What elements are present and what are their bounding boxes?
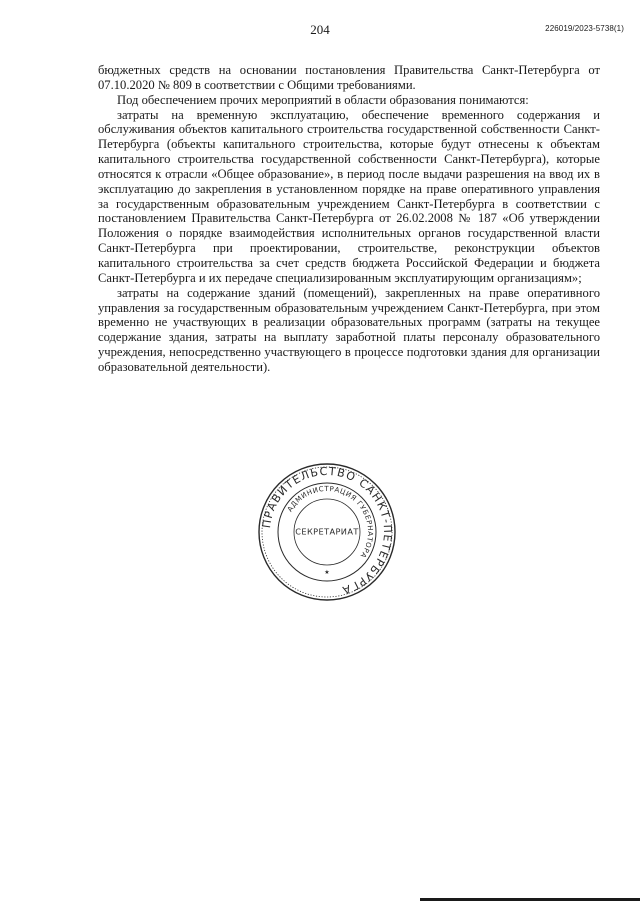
document-body — [98, 63, 600, 375]
seal-inner-text: АДМИНИСТРАЦИЯ ГУБЕРНАТОРА — [285, 484, 375, 560]
paragraph-temporary-operation-costs: затраты на временную эксплуатацию, обеспечение временного содержания и обслуживания объектов капитального строительства государственной собственности Санкт-Петербурга (объекты капитального строительства, которые будут отнесены к объектам капитального строительства государственной собственности Санкт-Петербурга), которые относятся к отрасли «Общее образование», в период после выдачи разрешения на ввод их в эксплуатацию до закрепления в установленном порядке на праве оперативного управления за государственным образовательным учреждением Санкт-Петербурга в соответствии с постановлением Правительства Санкт-Петербурга от 26.02.2008 № 187 «Об утверждении Положения о порядке взаимодействия исполнительных органов государственной власти Санкт-Петербурга при проектировании, строительстве, реконструкции объектов капитального строительства за счет средств бюджета Российской Федерации и бюджета Санкт-Петербурга и их передаче специализированным эксплуатирующим организациям»; — [98, 107, 600, 285]
bottom-rule — [420, 898, 640, 901]
paragraph-continuation: бюджетных средств на основании постановления Правительства Санкт-Петербурга от 07.10.2020 № 809 в соответствии с Общими требованиями. — [98, 63, 600, 92]
seal-outer-text: ПРАВИТЕЛЬСТВО САНКТ-ПЕТЕРБУРГА — [260, 464, 395, 597]
document-code: 226019/2023-5738(1) — [545, 24, 624, 33]
page-number: 204 — [310, 22, 330, 37]
paragraph-building-maintenance-costs: затраты на содержание зданий (помещений), закрепленных на праве оперативного управления за государственным образовательным учреждением Санкт-Петербурга, при этом временно не участвующих в реализации образовательных программ (затраты на текущее содержание здания, затраты на выплату заработной платы персоналу образовательного учреждения, непосредственно участвующего в процессе подготовки здания для организации образовательной деятельности). — [98, 285, 600, 374]
seal-star-icon: ★ — [324, 570, 330, 576]
seal-center-text: СЕКРЕТАРИАТ — [295, 526, 359, 537]
official-seal-stamp — [257, 462, 397, 602]
paragraph-intro: Под обеспечением прочих мероприятий в области образования понимаются: — [117, 92, 529, 107]
